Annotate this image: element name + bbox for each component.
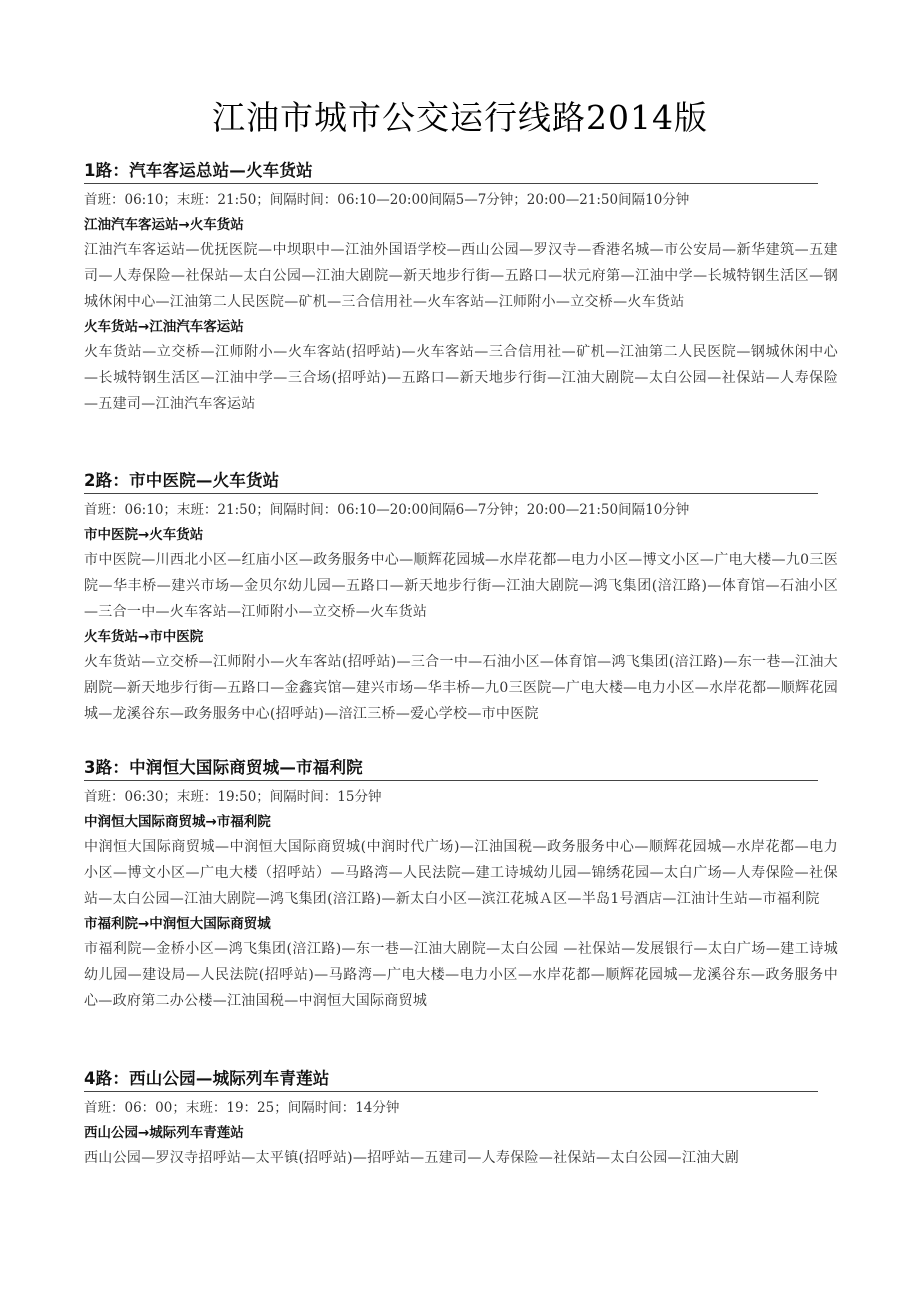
- route-heading: 2路：市中医院—火车货站: [84, 470, 818, 494]
- direction-label: 火车货站→市中医院: [84, 629, 204, 645]
- route-1-section: [84, 160, 840, 417]
- document-title: 江油市城市公交运行线路2014版: [212, 98, 708, 137]
- route-schedule: 首班：06:10；末班：21:50；间隔时间：06:10—20:00间隔6—7分钟；20:00—21:50间隔10分钟: [84, 502, 690, 518]
- route-schedule: 首班：06:30；末班：19:50；间隔时间：15分钟: [84, 789, 382, 805]
- route-heading: 1路：汽车客运总站—火车货站: [84, 160, 818, 184]
- stop-list: 西山公园—罗汉寺招呼站—太平镇(招呼站)—招呼站—五建司—人寿保险—社保站—太白公园—江油大剧: [84, 1150, 740, 1166]
- direction-label: 江油汽车客运站→火车货站: [84, 217, 244, 233]
- stop-list: 火车货站—立交桥—江师附小—火车客站(招呼站)—火车客站—三合信用社—矿机—江油第二人民医院—钢城休闲中心—长城特钢生活区—江油中学—三合场(招呼站)—五路口—新天地步行街—江油大剧院—太白公园—社保站—人寿保险—五建司—江油汽车客运站: [84, 344, 838, 412]
- route-3-section: [84, 757, 840, 1014]
- stop-list: 中润恒大国际商贸城—中润恒大国际商贸城(中润时代广场)—江油国税—政务服务中心—顺辉花园城—水岸花都—电力小区—博文小区—广电大楼（招呼站）—马路湾—人民法院—建工诗城幼儿园—锦绣花园—太白广场—人寿保险—社保站—太白公园—江油大剧院—鸿飞集团(涪江路)—新太白小区—滨江花城Ａ区—半岛1号酒店—江油计生站—市福利院: [84, 839, 838, 907]
- route-schedule: 首班：06：00；末班：19：25；间隔时间：14分钟: [84, 1100, 400, 1116]
- route-2-section: [84, 470, 840, 727]
- direction-label: 市福利院→中润恒大国际商贸城: [84, 916, 271, 932]
- route-4-section: [84, 1068, 840, 1171]
- route-heading: 3路：中润恒大国际商贸城—市福利院: [84, 757, 818, 781]
- route-heading: 4路：西山公园—城际列车青莲站: [84, 1068, 818, 1092]
- direction-label: 火车货站→江油汽车客运站: [84, 319, 244, 335]
- direction-label: 市中医院→火车货站: [84, 527, 204, 543]
- direction-label: 西山公园→城际列车青莲站: [84, 1125, 244, 1141]
- direction-label: 中润恒大国际商贸城→市福利院: [84, 814, 271, 830]
- stop-list: 江油汽车客运站—优抚医院—中坝职中—江油外国语学校—西山公园—罗汉寺—香港名城—市公安局—新华建筑—五建司—人寿保险—社保站—太白公园—江油大剧院—新天地步行街—五路口—状元府第—江油中学—长城特钢生活区—钢城休闲中心—江油第二人民医院—矿机—三合信用社—火车客站—江师附小—立交桥—火车货站: [84, 242, 838, 310]
- stop-list: 市中医院—川西北小区—红庙小区—政务服务中心—顺辉花园城—水岸花都—电力小区—博文小区—广电大楼—九0三医院—华丰桥—建兴市场—金贝尔幼儿园—五路口—新天地步行街—江油大剧院—鸿飞集团(涪江路)—体育馆—石油小区—三合一中—火车客站—江师附小—立交桥—火车货站: [84, 552, 838, 620]
- route-schedule: 首班：06:10；末班：21:50；间隔时间：06:10—20:00间隔5—7分钟；20:00—21:50间隔10分钟: [84, 192, 690, 208]
- stop-list: 市福利院—金桥小区—鸿飞集团(涪江路)—东一巷—江油大剧院—太白公园 —社保站—发展银行—太白广场—建工诗城幼儿园—建设局—人民法院(招呼站)—马路湾—广电大楼—电力小区—水岸花都—顺辉花园城—龙溪谷东—政务服务中心—政府第二办公楼—江油国税—中润恒大国际商贸城: [84, 941, 838, 1009]
- stop-list: 火车货站—立交桥—江师附小—火车客站(招呼站)—三合一中—石油小区—体育馆—鸿飞集团(涪江路)—东一巷—江油大剧院—新天地步行街—五路口—金鑫宾馆—建兴市场—华丰桥—九0三医院—广电大楼—电力小区—水岸花都—顺辉花园城—龙溪谷东—政务服务中心(招呼站)—涪江三桥—爱心学校—市中医院: [84, 654, 838, 722]
